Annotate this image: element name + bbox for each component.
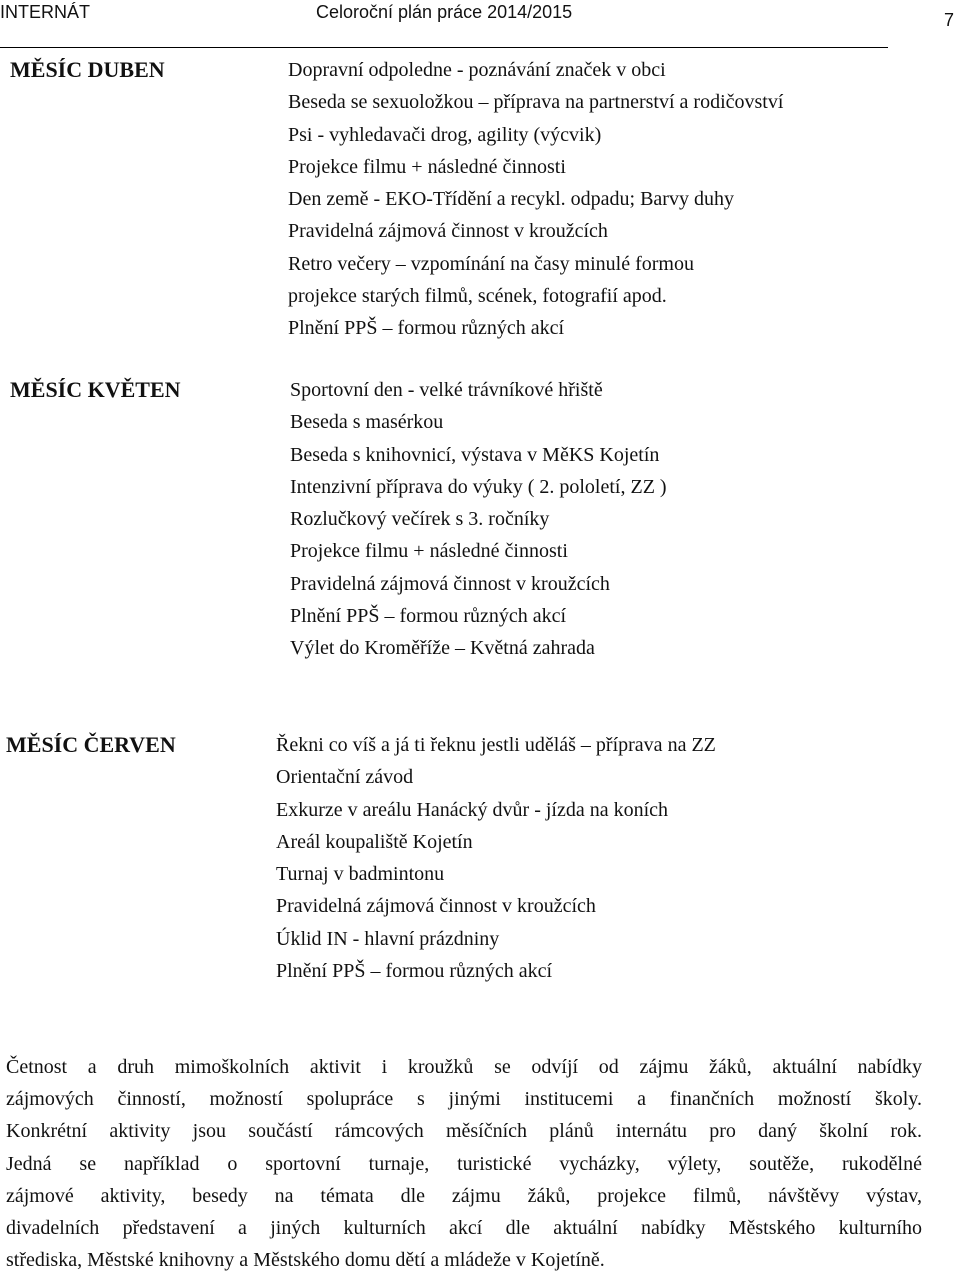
activity-item: Rozlučkový večírek s 3. ročníky bbox=[290, 508, 550, 531]
activity-item: Den země - EKO-Třídění a recykl. odpadu; Barvy duhy bbox=[288, 188, 734, 211]
activity-item: Intenzivní příprava do výuky ( 2. pololetí, ZZ ) bbox=[290, 475, 667, 498]
activity-item: Výlet do Kroměříže – Květná zahrada bbox=[290, 637, 595, 660]
activity-item: Exkurze v areálu Hanácký dvůr - jízda na koních bbox=[276, 798, 669, 821]
activity-list-duben bbox=[288, 54, 783, 345]
activity-item: Řekni co víš a já ti řeknu jestli uděláš – příprava na ZZ bbox=[276, 734, 716, 756]
activity-item: Beseda s masérkou bbox=[290, 411, 444, 434]
activity-item: Plnění PPŠ – formou různých akcí bbox=[288, 317, 565, 340]
month-heading-cerven: MĚSÍC ČERVEN bbox=[6, 732, 176, 757]
activity-item: Retro večery – vzpomínání na časy minulé formou bbox=[288, 252, 694, 275]
month-heading-duben: MĚSÍC DUBEN bbox=[10, 57, 165, 82]
activity-item: Projekce filmu + následné činnosti bbox=[288, 155, 566, 178]
header-institution: INTERNÁT bbox=[0, 2, 90, 22]
activity-item: Pravidelná zájmová činnost v kroužcích bbox=[276, 895, 596, 918]
summary-line: divadelních představení a jiných kulturních akcí dle aktuální nabídky Městského kulturního bbox=[6, 1216, 922, 1239]
activity-item: Dopravní odpoledne - poznávání značek v obci bbox=[288, 59, 666, 81]
activity-item: Beseda se sexuoložkou – příprava na partnerství a rodičovství bbox=[288, 91, 784, 114]
activity-item: Projekce filmu + následné činnosti bbox=[290, 540, 568, 563]
activity-item: Sportovní den - velké trávníkové hřiště bbox=[290, 379, 603, 401]
summary-line: Jedná se například o sportovní turnaje, turistické vycházky, výlety, soutěže, rukodělné bbox=[6, 1152, 922, 1175]
activity-item: Areál koupaliště Kojetín bbox=[276, 830, 473, 853]
page-header bbox=[0, 0, 960, 48]
header-divider bbox=[0, 47, 888, 48]
activity-item: Turnaj v badmintonu bbox=[276, 863, 445, 886]
activity-list-cerven bbox=[276, 729, 716, 987]
summary-line: zájmových činností, možností spolupráce s jinými institucemi a finančních možností školy. bbox=[6, 1088, 922, 1111]
activity-item: Plnění PPŠ – formou různých akcí bbox=[290, 605, 567, 628]
activity-list-kveten bbox=[290, 374, 667, 665]
activity-item: Orientační závod bbox=[276, 766, 414, 789]
activity-item: Beseda s knihovnicí, výstava v MěKS Kojetín bbox=[290, 443, 660, 466]
summary-paragraph bbox=[6, 1051, 922, 1276]
activity-item: Pravidelná zájmová činnost v kroužcích bbox=[290, 572, 610, 595]
header-document-title: Celoroční plán práce 2014/2015 bbox=[316, 2, 573, 22]
summary-line: Konkrétní aktivity jsou součástí rámcových měsíčních plánů internátu pro daný školní rok. bbox=[6, 1120, 922, 1143]
activity-item: Úklid IN - hlavní prázdniny bbox=[276, 927, 500, 950]
activity-item: projekce starých filmů, scének, fotografií apod. bbox=[288, 285, 667, 308]
summary-line: Četnost a druh mimoškolních aktivit i kroužků se odvíjí od zájmu žáků, aktuální nabídky bbox=[6, 1056, 922, 1078]
summary-line: střediska, Městské knihovny a Městského domu dětí a mládeže v Kojetíně. bbox=[6, 1249, 605, 1272]
month-heading-kveten: MĚSÍC KVĚTEN bbox=[10, 377, 181, 402]
activity-item: Psi - vyhledavači drog, agility (výcvik) bbox=[288, 123, 602, 146]
activity-item: Plnění PPŠ – formou různých akcí bbox=[276, 960, 553, 983]
page-number: 7 bbox=[944, 10, 955, 30]
summary-line: zájmové aktivity, besedy na témata dle zájmu žáků, projekce filmů, návštěvy výstav, bbox=[6, 1184, 922, 1207]
activity-item: Pravidelná zájmová činnost v kroužcích bbox=[288, 220, 608, 243]
